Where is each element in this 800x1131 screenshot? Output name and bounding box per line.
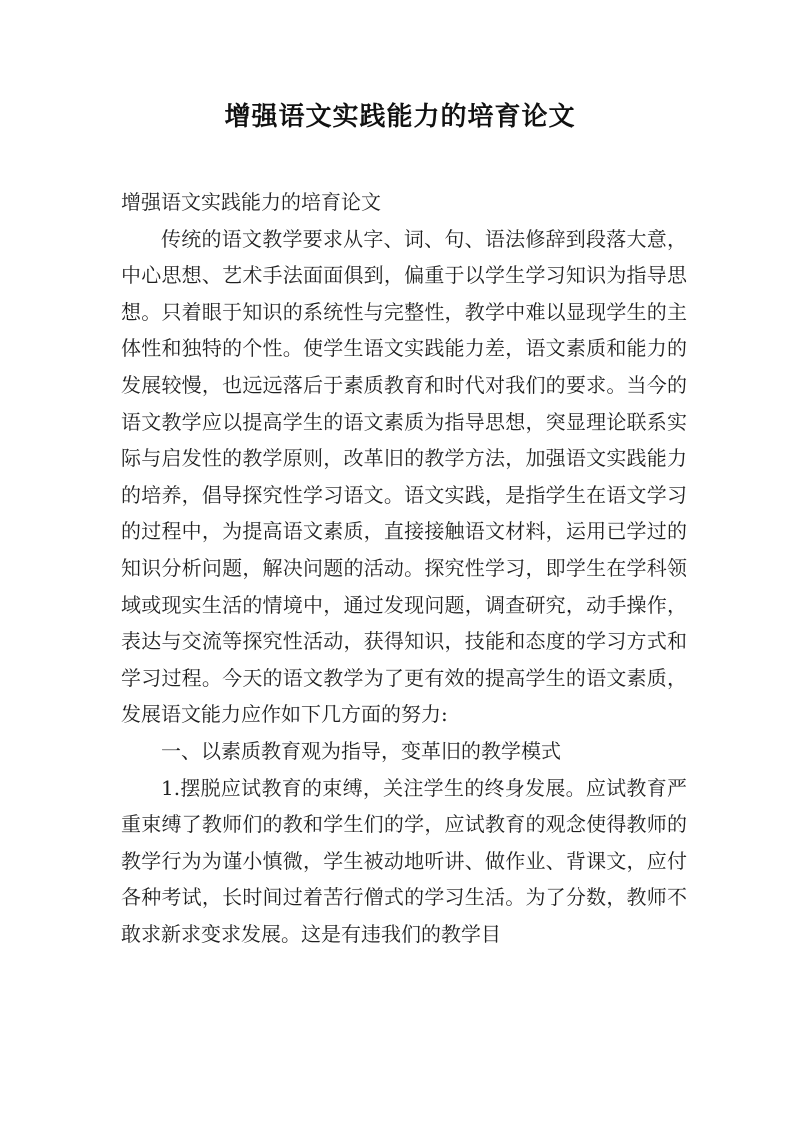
document-title: 增强语文实践能力的培育论文 bbox=[224, 102, 576, 132]
paragraph-intro: 传统的语文教学要求从字、词、句、语法修辞到段落大意，中心思想、艺术手法面面俱到，偏重于以学生学习知识为指导思想。只着眼于知识的系统性与完整性，教学中难以显现学生的主体性和独特的个性。使学生语文实践能力差，语文素质和能力的发展较慢，也远远落后于素质教育和时代对我们的要求。当今的语文教学应以提高学生的语文素质为指导思想，突显理论联系实际与启发性的教学原则，改革旧的教学方法，加强语文实践能力的培养，倡导探究性学习语文。语文实践，是指学生在语文学习的过程中，为提高语文素质，直接接触语文材料，运用已学过的知识分析问题，解决问题的活动。探究性学习，即学生在学科领域或现实生活的情境中，通过发现问题，调查研究，动手操作，表达与交流等探究性活动，获得知识，技能和态度的学习方式和学习过程。今天的语文教学为了更有效的提高学生的语文素质，发展语文能力应作如下几方面的努力: bbox=[121, 226, 687, 727]
section-heading-1: 一、以素质教育观为指导，变革旧的教学模式 bbox=[161, 738, 561, 763]
paragraph-point-1: 1.摆脱应试教育的束缚，关注学生的终身发展。应试教育严重束缚了教师们的教和学生们的学，应试教育的观念使得教师的教学行为为谨小慎微，学生被动地听讲、做作业、背课文，应付各种考试，长时间过着苦行僧式的学习生活。为了分数，教师不敢求新求变求发展。这是有违我们的教学目 bbox=[121, 775, 687, 946]
subtitle-line: 增强语文实践能力的培育论文 bbox=[121, 190, 381, 214]
document-body bbox=[121, 184, 687, 952]
